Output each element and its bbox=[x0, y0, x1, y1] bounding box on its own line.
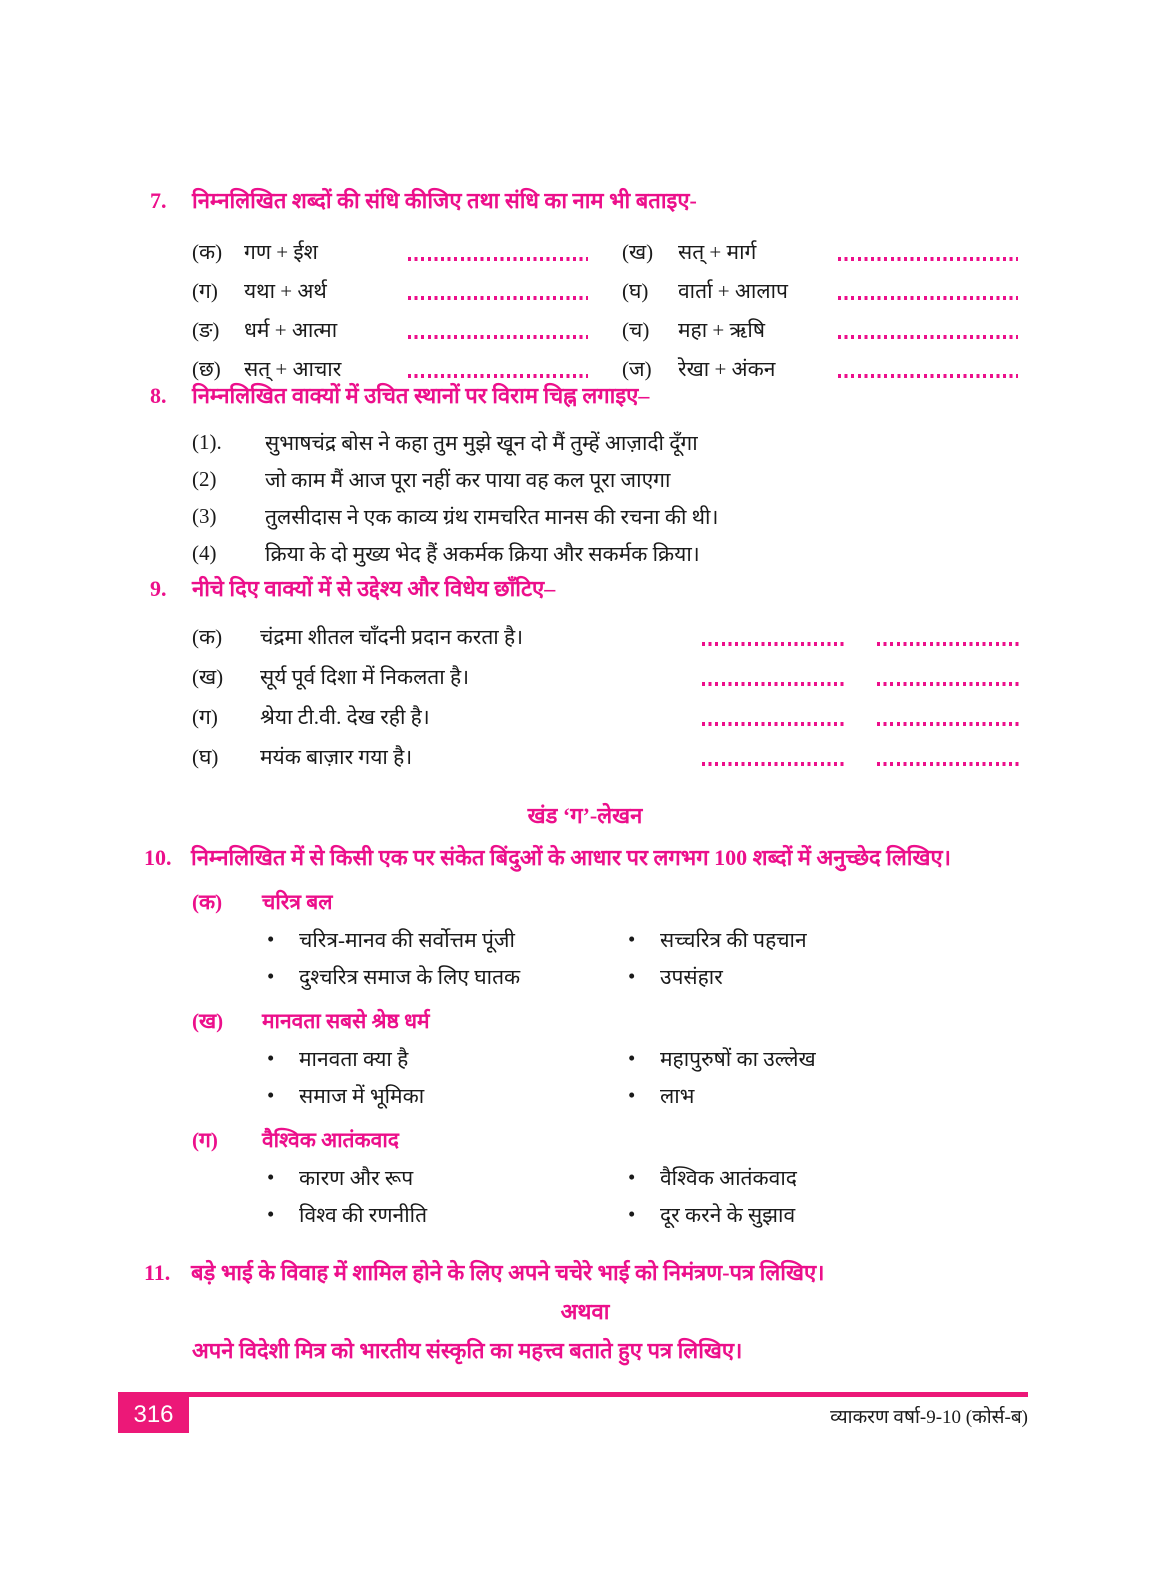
question-10 bbox=[144, 839, 1020, 1233]
answer-dotted-line bbox=[838, 374, 1018, 378]
bullet-icon bbox=[267, 1165, 277, 1190]
item-text: सत् + आचार bbox=[244, 356, 342, 381]
list-item bbox=[192, 424, 1020, 461]
item-marker: (छ) bbox=[192, 356, 221, 381]
item-text: क्रिया के दो मुख्य भेद हैं अकर्मक क्रिया और सकर्मक क्रिया। bbox=[265, 541, 700, 566]
bullet-point bbox=[267, 1040, 628, 1077]
question-11 bbox=[144, 1258, 1020, 1366]
bullet-point bbox=[267, 958, 628, 995]
bullet-text: चरित्र-मानव की सर्वोत्तम पूंजी bbox=[299, 927, 515, 952]
question-number: 7. bbox=[150, 188, 167, 213]
bullet-text: उपसंहार bbox=[660, 964, 723, 989]
list-item bbox=[192, 461, 1020, 498]
answer-dotted-line bbox=[838, 257, 1018, 261]
question-title: निम्नलिखित शब्दों की संधि कीजिए तथा संधि का नाम भी बताइए- bbox=[192, 188, 697, 213]
bullet-icon bbox=[267, 1202, 277, 1227]
topic-heading bbox=[192, 1002, 1020, 1040]
answer-dotted-line bbox=[838, 335, 1018, 339]
answer-dotted-line bbox=[702, 762, 847, 766]
question-title: निम्नलिखित वाक्यों में उचित स्थानों पर विराम चिह्न लगाइए– bbox=[192, 383, 650, 408]
bullet-text: दूर करने के सुझाव bbox=[660, 1202, 796, 1227]
sandhi-row bbox=[192, 271, 1020, 310]
list-item bbox=[192, 617, 1020, 657]
item-text: रेखा + अंकन bbox=[678, 356, 776, 381]
item-text: गण + ईश bbox=[244, 239, 318, 264]
bullet-point bbox=[267, 1077, 628, 1114]
item-marker: (ग) bbox=[192, 278, 218, 303]
list-item bbox=[192, 498, 1020, 535]
topic-points bbox=[267, 1040, 1020, 1114]
sandhi-row bbox=[192, 310, 1020, 349]
question-9 bbox=[150, 574, 1020, 777]
bullet-point bbox=[628, 1159, 1020, 1196]
item-marker: (ख) bbox=[192, 665, 224, 689]
answer-dotted-line bbox=[877, 722, 1020, 726]
answer-dotted-line bbox=[408, 335, 588, 339]
question-title: निम्नलिखित में से किसी एक पर संकेत बिंदुओं के आधार पर लगभग 100 शब्दों में अनुच्छेद लिखिए। bbox=[191, 845, 951, 870]
item-text: तुलसीदास ने एक काव्य ग्रंथ रामचरित मानस की रचना की थी। bbox=[265, 504, 719, 529]
item-marker: (च) bbox=[622, 317, 650, 342]
topic-heading bbox=[192, 1121, 1020, 1159]
bullet-text: समाज में भूमिका bbox=[299, 1083, 425, 1108]
item-marker: (1). bbox=[192, 430, 222, 454]
section-heading: खंड ‘ग’-लेखन bbox=[527, 803, 643, 828]
item-text: मयंक बाज़ार गया है। bbox=[260, 745, 413, 769]
bullet-icon bbox=[628, 1083, 638, 1108]
topic-title: वैश्विक आतंकवाद bbox=[262, 1128, 399, 1152]
item-text: वार्ता + आलाप bbox=[678, 278, 788, 303]
question-number: 9. bbox=[150, 576, 167, 601]
list-item bbox=[192, 697, 1020, 737]
topic-title: चरित्र बल bbox=[262, 890, 333, 914]
answer-dotted-line bbox=[877, 642, 1020, 646]
item-marker: (2) bbox=[192, 467, 217, 491]
bullet-point bbox=[628, 1077, 1020, 1114]
list-item bbox=[192, 737, 1020, 777]
item-marker: (क) bbox=[192, 239, 223, 264]
item-marker: (3) bbox=[192, 504, 217, 528]
bullet-text: दुश्चरित्र समाज के लिए घातक bbox=[299, 964, 521, 989]
question-number: 10. bbox=[144, 845, 172, 870]
item-text: धर्म + आत्मा bbox=[244, 317, 338, 342]
item-marker: (ज) bbox=[622, 356, 652, 381]
question-number: 11. bbox=[144, 1260, 171, 1285]
bullet-icon bbox=[628, 1046, 638, 1071]
item-text: श्रेया टी.वी. देख रही है। bbox=[260, 705, 430, 729]
bullet-text: विश्व की रणनीति bbox=[299, 1202, 428, 1227]
question-heading bbox=[150, 186, 1020, 216]
question-heading bbox=[150, 381, 1020, 411]
bullet-text: लाभ bbox=[660, 1083, 695, 1108]
bullet-point bbox=[628, 1040, 1020, 1077]
book-title: व्याकरण वर्षा-9-10 (कोर्स-ब) bbox=[830, 1407, 1028, 1428]
question-8 bbox=[150, 381, 1020, 572]
answer-dotted-line bbox=[838, 296, 1018, 300]
bullet-icon bbox=[267, 1046, 277, 1071]
item-text: यथा + अर्थ bbox=[244, 278, 327, 303]
bullet-icon bbox=[267, 964, 277, 989]
bullet-text: सच्चरित्र की पहचान bbox=[660, 927, 807, 952]
page-number: 316 bbox=[133, 1401, 174, 1428]
question-option-2: अपने विदेशी मित्र को भारतीय संस्कृति का महत्त्व बताते हुए पत्र लिखिए। bbox=[192, 1338, 743, 1363]
sandhi-row bbox=[192, 232, 1020, 271]
answer-dotted-line bbox=[408, 296, 588, 300]
topic-title: मानवता सबसे श्रेष्ठ धर्म bbox=[262, 1009, 430, 1033]
bullet-text: महापुरुषों का उल्लेख bbox=[660, 1046, 816, 1071]
sandhi-rows bbox=[192, 232, 1020, 388]
topic-points bbox=[267, 1159, 1020, 1233]
topic-marker: (ग) bbox=[192, 1128, 218, 1152]
topic-heading bbox=[192, 883, 1020, 921]
bullet-point bbox=[628, 1196, 1020, 1233]
bullet-point bbox=[267, 1159, 628, 1196]
answer-dotted-line bbox=[702, 682, 847, 686]
question-heading bbox=[150, 574, 1020, 604]
bullet-icon bbox=[628, 1202, 638, 1227]
bullet-icon bbox=[628, 1165, 638, 1190]
question-number: 8. bbox=[150, 383, 167, 408]
bullet-icon bbox=[267, 1083, 277, 1108]
topic-marker: (ख) bbox=[192, 1009, 224, 1033]
question-title: बड़े भाई के विवाह में शामिल होने के लिए अपने चचेरे भाई को निमंत्रण-पत्र लिखिए। bbox=[191, 1260, 825, 1285]
answer-dotted-line bbox=[877, 762, 1020, 766]
question-heading bbox=[144, 839, 1020, 876]
bullet-text: मानवता क्या है bbox=[299, 1046, 409, 1071]
item-text: सत् + मार्ग bbox=[678, 239, 757, 264]
question-7 bbox=[150, 186, 1020, 388]
answer-dotted-line bbox=[408, 257, 588, 261]
question-heading bbox=[144, 1258, 1020, 1288]
bullet-icon bbox=[267, 927, 277, 952]
bullet-text: कारण और रूप bbox=[299, 1165, 414, 1190]
page-number-box bbox=[118, 1397, 189, 1433]
bullet-point bbox=[628, 958, 1020, 995]
item-marker: (ङ) bbox=[192, 317, 220, 342]
bullet-point bbox=[267, 1196, 628, 1233]
question-title: नीचे दिए वाक्यों में से उद्देश्य और विधेय छाँटिए– bbox=[192, 576, 556, 601]
topic-points bbox=[267, 921, 1020, 995]
bullet-point bbox=[267, 921, 628, 958]
list-item bbox=[192, 657, 1020, 697]
sentence-list bbox=[192, 617, 1020, 777]
bullet-text: वैश्विक आतंकवाद bbox=[660, 1165, 797, 1190]
item-text: महा + ऋषि bbox=[678, 317, 765, 342]
item-marker: (ग) bbox=[192, 705, 218, 729]
answer-dotted-line bbox=[877, 682, 1020, 686]
or-separator: अथवा bbox=[560, 1299, 610, 1324]
item-text: सूर्य पूर्व दिशा में निकलता है। bbox=[260, 665, 470, 689]
answer-dotted-line bbox=[702, 642, 847, 646]
answer-dotted-line bbox=[408, 374, 588, 378]
footer-rule bbox=[118, 1392, 1028, 1397]
item-marker: (ख) bbox=[622, 239, 654, 264]
item-text: चंद्रमा शीतल चाँदनी प्रदान करता है। bbox=[260, 625, 524, 649]
answer-dotted-line bbox=[702, 722, 847, 726]
bullet-icon bbox=[628, 964, 638, 989]
item-marker: (क) bbox=[192, 625, 223, 649]
bullet-icon bbox=[628, 927, 638, 952]
item-text: जो काम मैं आज पूरा नहीं कर पाया वह कल पूरा जाएगा bbox=[265, 467, 671, 492]
item-marker: (घ) bbox=[622, 278, 649, 303]
topic-marker: (क) bbox=[192, 890, 223, 914]
item-marker: (घ) bbox=[192, 745, 219, 769]
bullet-point bbox=[628, 921, 1020, 958]
list-item bbox=[192, 535, 1020, 572]
item-text: सुभाषचंद्र बोस ने कहा तुम मुझे खून दो मैं तुम्हें आज़ादी दूँगा bbox=[265, 430, 698, 455]
sentence-list bbox=[192, 424, 1020, 572]
item-marker: (4) bbox=[192, 541, 217, 565]
